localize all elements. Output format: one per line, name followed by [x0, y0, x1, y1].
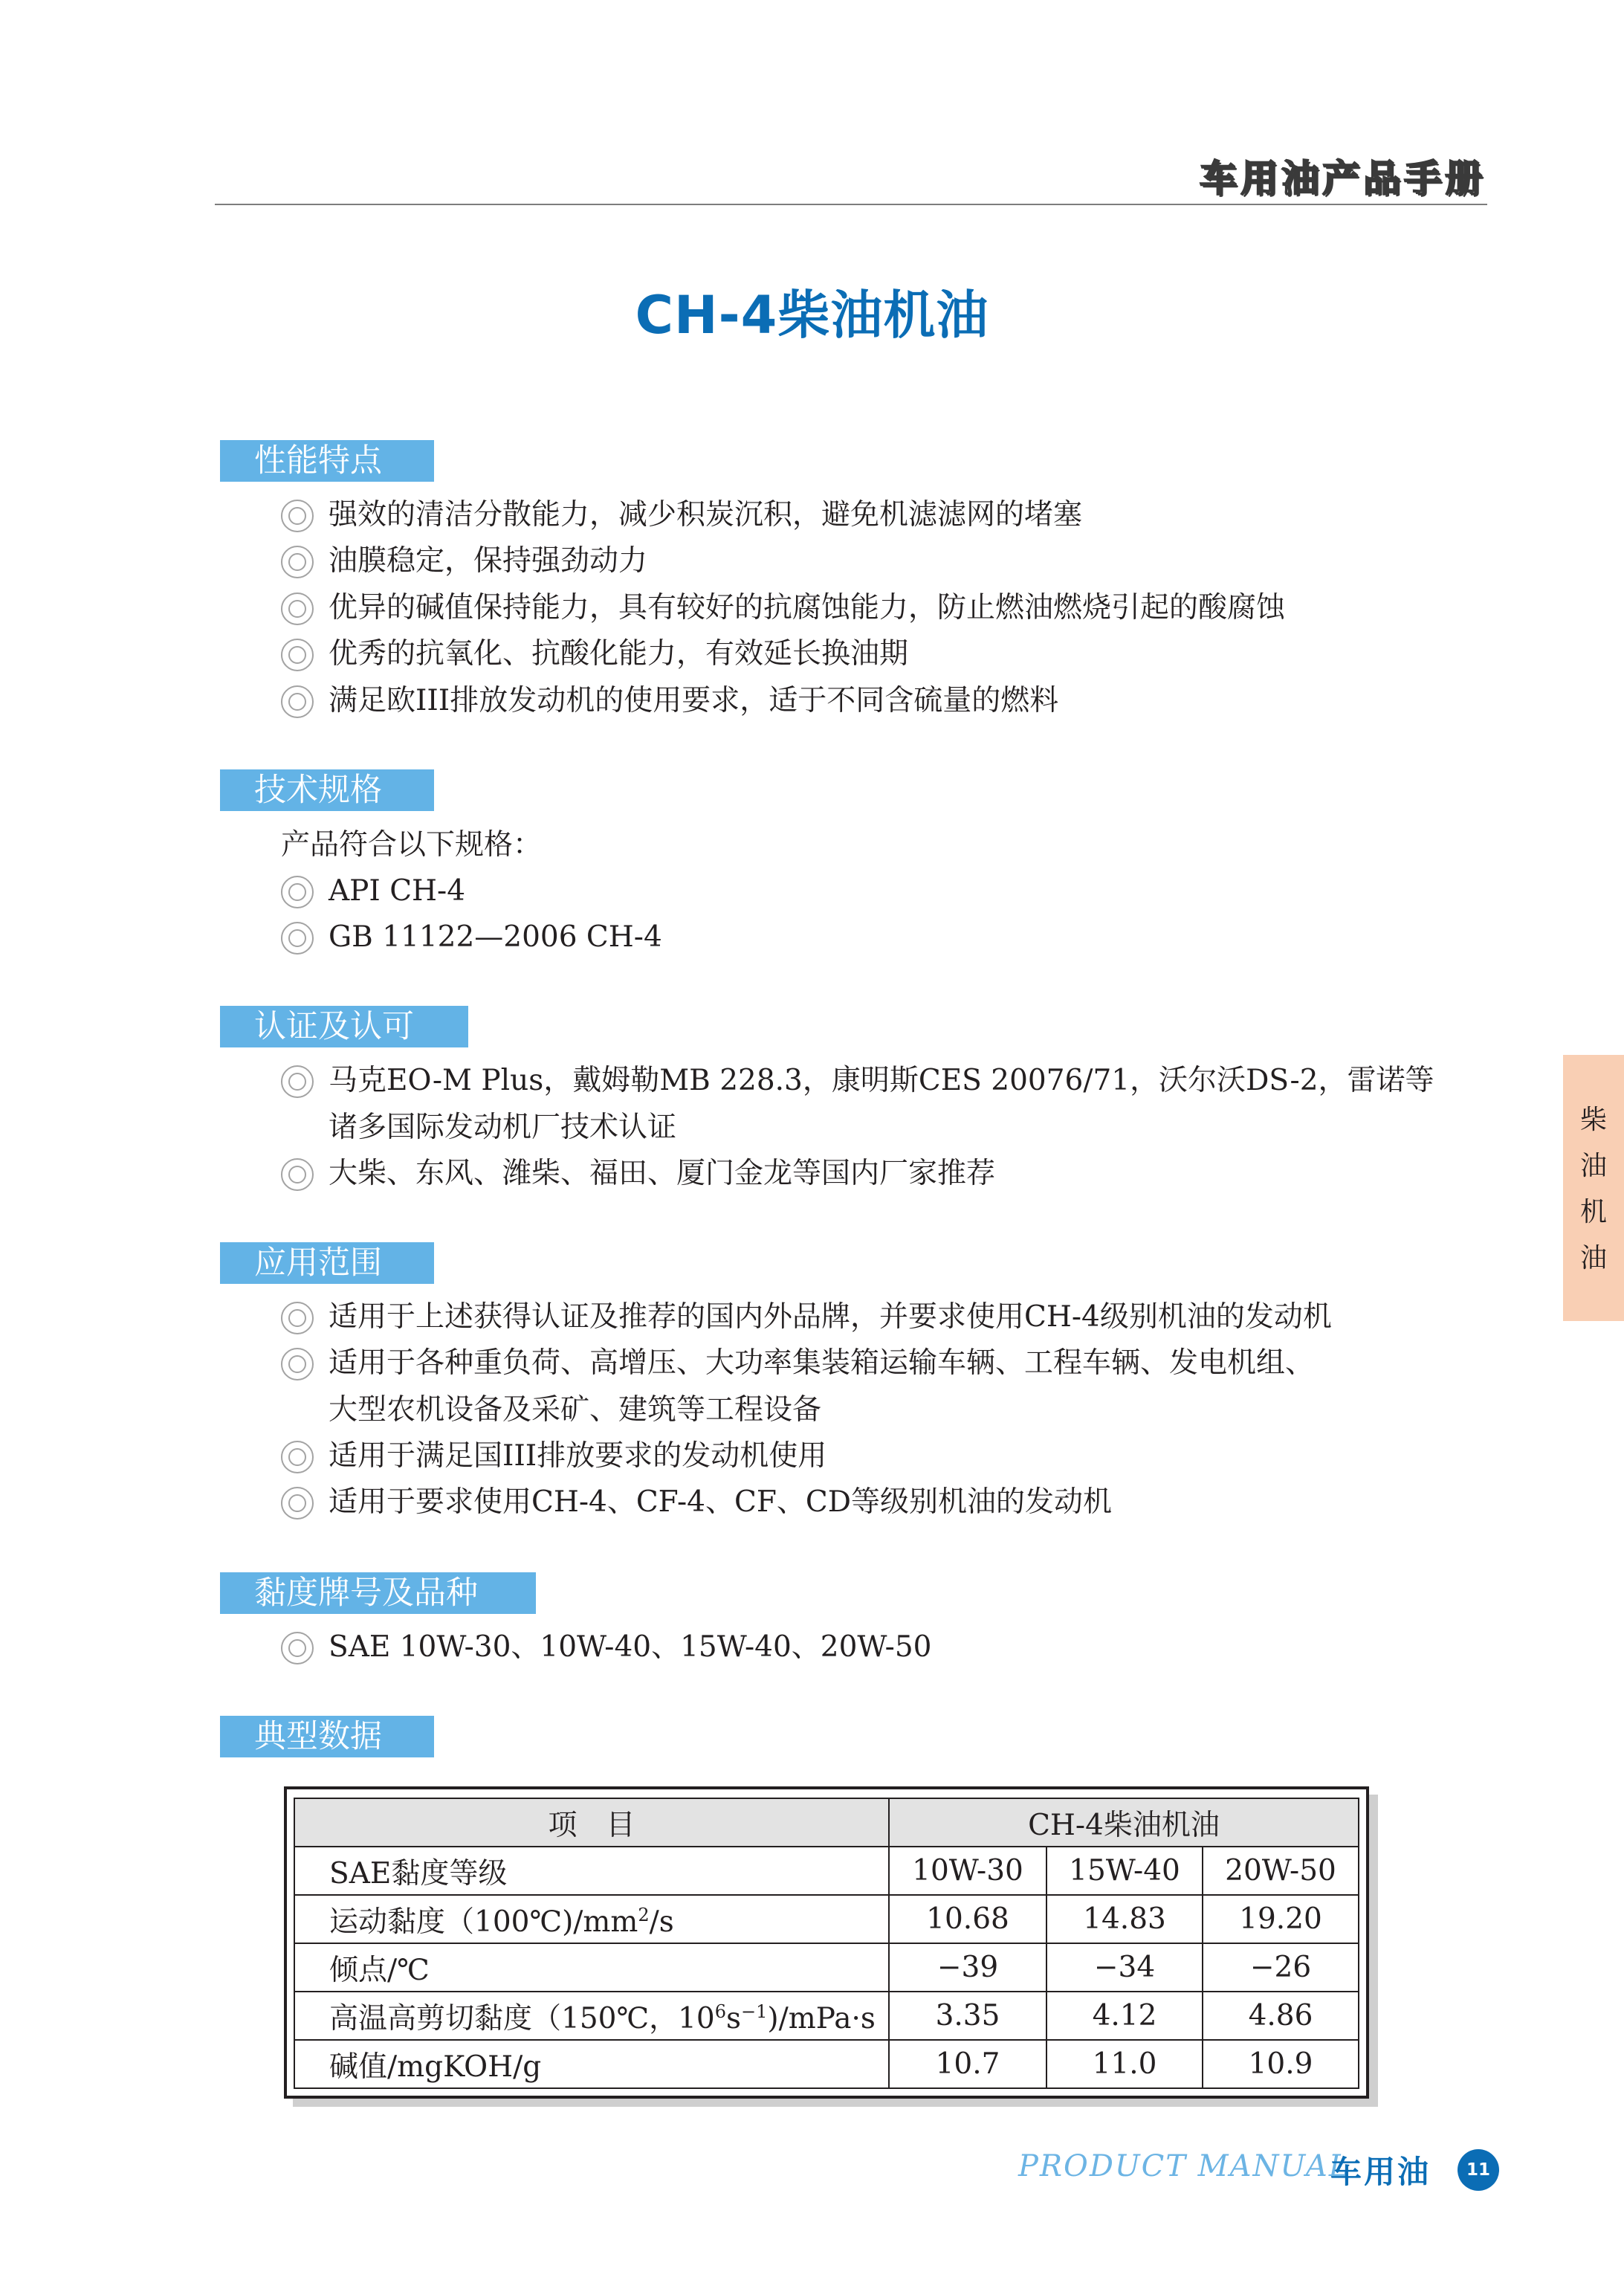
table-header-row: [294, 1798, 1359, 1847]
row-label: 高温高剪切黏度（150℃，$10^6s^{-1})/mPa\cdot s$: [294, 1992, 889, 2040]
cell-value: 10.68: [889, 1895, 1046, 1943]
cell-value: 4.86: [1203, 1992, 1359, 2040]
viscosity-item: SAE 10W-30、10W-40、15W-40、20W-50: [329, 1630, 932, 1664]
page-number-badge: 11: [1458, 2149, 1499, 2191]
application-item-continued: 大型农机设备及采矿、建筑等工程设备: [329, 1393, 822, 1427]
cell-value: 3.35: [889, 1992, 1046, 2040]
cell-value: 14.83: [1046, 1895, 1203, 1943]
cell-value: 10.7: [889, 2040, 1046, 2088]
chapter-side-tab: [1563, 1055, 1624, 1321]
application-item: 适用于满足国III排放要求的发动机使用: [329, 1439, 827, 1473]
side-tab-char: 机: [1579, 1197, 1607, 1227]
application-item: 适用于各种重负荷、高增压、大功率集装箱运输车辆、工程车辆、发电机组、: [329, 1346, 1315, 1380]
performance-item: 强效的清洁分散能力，减少积炭沉积，避免机滤滤网的堵塞: [329, 498, 1083, 532]
cell-value: −34: [1046, 1943, 1203, 1992]
application-item: 适用于要求使用CH-4、CF-4、CF、CD等级别机油的发动机: [329, 1485, 1112, 1519]
cell-value: −39: [889, 1943, 1046, 1992]
table-header-item: 项 目: [294, 1798, 889, 1847]
bullet-icon: [281, 1065, 314, 1098]
certification-item: 马克EO-M Plus，戴姆勒MB 228.3，康明斯CES 20076/71，沃尔沃DS-2，雷诺等: [329, 1064, 1434, 1097]
bullet-icon: [281, 1302, 314, 1334]
specs-item: API CH-4: [329, 874, 466, 908]
table-row: [294, 2040, 1359, 2088]
cell-value: −26: [1203, 1943, 1359, 1992]
bullet-icon: [281, 500, 314, 532]
performance-item: 优异的碱值保持能力，具有较好的抗腐蚀能力，防止燃油燃烧引起的酸腐蚀: [329, 591, 1286, 624]
section-heading-certification: 认证及认可: [220, 1006, 468, 1047]
row-label: SAE黏度等级: [294, 1847, 889, 1895]
bullet-icon: [281, 1487, 314, 1520]
table-row: [294, 1943, 1359, 1992]
footer-english-label: PRODUCT MANUAL: [1018, 2149, 1350, 2183]
performance-item: 满足欧III排放发动机的使用要求，适于不同含硫量的燃料: [329, 684, 1059, 717]
section-heading-application: 应用范围: [220, 1242, 434, 1284]
performance-item: 油膜稳定，保持强劲动力: [329, 544, 648, 578]
cell-value: 10.9: [1203, 2040, 1359, 2088]
side-tab-char: 油: [1579, 1243, 1607, 1273]
cell-value: 19.20: [1203, 1895, 1359, 1943]
table-row: [294, 1847, 1359, 1895]
section-heading-performance: 性能特点: [220, 440, 434, 482]
row-label: 倾点/℃: [294, 1943, 889, 1992]
bullet-icon: [281, 546, 314, 578]
bullet-icon: [281, 685, 314, 718]
table-header-product: CH-4柴油机油: [889, 1798, 1359, 1847]
typical-data-table: [294, 1798, 1359, 2089]
footer-chinese-label: 车用油: [1330, 2154, 1431, 2190]
application-item: 适用于上述获得认证及推荐的国内外品牌，并要求使用CH-4级别机油的发动机: [329, 1300, 1332, 1334]
specs-intro: 产品符合以下规格：: [281, 828, 543, 862]
section-heading-specs: 技术规格: [220, 769, 434, 811]
cell-value: 15W-40: [1046, 1847, 1203, 1895]
performance-item: 优秀的抗氧化、抗酸化能力，有效延长换油期: [329, 637, 909, 671]
table-row: [294, 1992, 1359, 2040]
bullet-icon: [281, 1441, 314, 1473]
header-divider: [215, 204, 1487, 205]
certification-item: 大柴、东风、潍柴、福田、厦门金龙等国内厂家推荐: [329, 1157, 996, 1190]
cell-value: 10W-30: [889, 1847, 1046, 1895]
cell-value: 20W-50: [1203, 1847, 1359, 1895]
table-row: [294, 1895, 1359, 1943]
bullet-icon: [281, 592, 314, 625]
row-label: 运动黏度$(100℃)/mm^2/s$: [294, 1895, 889, 1943]
certification-item-continued: 诸多国际发动机厂技术认证: [329, 1111, 677, 1144]
bullet-icon: [281, 1348, 314, 1381]
bullet-icon: [281, 876, 314, 908]
bullet-icon: [281, 639, 314, 671]
row-label: 碱值/mgKOH/g: [294, 2040, 889, 2088]
section-heading-typical-data: 典型数据: [220, 1716, 434, 1757]
bullet-icon: [281, 922, 314, 955]
specs-item: GB 11122—2006 CH-4: [329, 920, 662, 954]
page-title: CH-4柴油机油: [635, 285, 989, 346]
side-tab-char: 柴: [1579, 1105, 1607, 1135]
manual-title: 车用油产品手册: [1200, 157, 1486, 200]
bullet-icon: [281, 1632, 314, 1664]
section-heading-viscosity: 黏度牌号及品种: [220, 1572, 536, 1614]
cell-value: 4.12: [1046, 1992, 1203, 2040]
side-tab-char: 油: [1579, 1151, 1607, 1181]
bullet-icon: [281, 1158, 314, 1191]
cell-value: 11.0: [1046, 2040, 1203, 2088]
